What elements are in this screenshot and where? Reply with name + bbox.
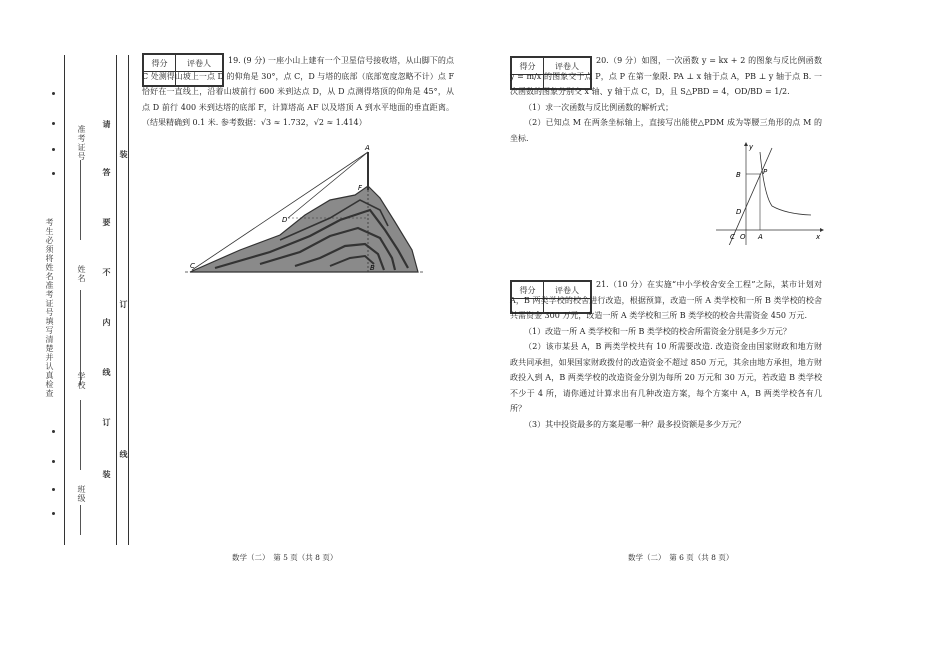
fig-label-A: A bbox=[365, 144, 370, 152]
fig-label-C: C bbox=[190, 262, 195, 270]
school-label: 学校 bbox=[77, 372, 86, 390]
x-axis-arrow bbox=[820, 228, 824, 232]
question-21-sub3: （3）其中投资最多的方案是哪一种？最多投资额是多少万元？ bbox=[524, 419, 746, 429]
fig-label-D: D bbox=[282, 216, 288, 224]
y-axis-arrow bbox=[744, 142, 748, 146]
binding-strip bbox=[0, 0, 140, 672]
exam-number-blank bbox=[80, 160, 81, 240]
seal-word: 答 bbox=[102, 168, 112, 177]
seal-word: 订 bbox=[119, 300, 129, 309]
seal-word: 内 bbox=[102, 318, 112, 327]
class-blank bbox=[80, 505, 81, 535]
grader-label: 评卷人 bbox=[543, 282, 590, 299]
seal-word: 请 bbox=[102, 120, 112, 129]
binding-dot bbox=[52, 172, 55, 175]
question-21-sub1: （1）改造一所 A 类学校和一所 B 类学校的校舍所需资金分别是多少万元？ bbox=[524, 326, 791, 336]
mountain-figure bbox=[180, 140, 440, 290]
linear-graph bbox=[728, 148, 772, 245]
question-21-sub2: （2）该市某县 A，B 两类学校共有 10 所需要改造. 改造资金由国家财政和地方财政共同承担，如果国家财政拨付的改造资金不超过 850 万元，其余由地方承担，地方财政投入到 A，B 两类学校的改造资金分别为每所 20 万元和 30 万元，若改造 B 类学校不少于 4 所，请你通过计算求出有几种改造方案，每个方案中 A，B 两类学校各有几所？ bbox=[510, 342, 822, 413]
seal-word: 线 bbox=[119, 450, 129, 459]
binding-dot bbox=[52, 460, 55, 463]
binding-dot bbox=[52, 512, 55, 515]
fig-label-y: y bbox=[749, 143, 754, 151]
exam-number-label: 准考证号 bbox=[77, 125, 86, 161]
question-19-text: 19. (9 分) 一座小山上建有一个卫星信号接收塔，从山脚下的点 C 处测得山坡上一点 D 的仰角是 30°，点 C，D 与塔的底部（底部宽度忽略不计）点 F 恰好在一直线上，沿着山坡前行 600 米到达点 D，从 D 点测得塔顶的仰角是 45°，从点 D 前行 400 米到达塔的底部 F，计算塔高 AF 以及塔顶 A 到水平地面的垂直距离。（结果精确到 0.1 米. 参考数据：√3 ≈ 1.732，√2 ≈ 1.414） bbox=[142, 56, 454, 127]
binding-dot bbox=[52, 122, 55, 125]
score-label: 得分 bbox=[512, 282, 544, 299]
name-label: 姓名 bbox=[77, 265, 86, 283]
fig-label-D: D bbox=[736, 208, 742, 216]
binding-dot bbox=[52, 430, 55, 433]
question-20-sub2: （2）已知点 M 在两条坐标轴上，直接写出能使△PDM 成为等腰三角形的点 M 的坐标. bbox=[510, 118, 822, 143]
fig-label-A: A bbox=[758, 233, 763, 241]
seal-word: 不 bbox=[102, 268, 112, 277]
page-footer-right: 数学（二） 第 6 页（共 8 页） bbox=[628, 553, 734, 562]
fig-label-F: F bbox=[358, 184, 363, 192]
score-label: 得分 bbox=[512, 58, 544, 75]
binding-dot bbox=[52, 488, 55, 491]
seal-word: 订 bbox=[102, 418, 112, 427]
fig-label-C: C bbox=[730, 233, 735, 241]
fig-label-B: B bbox=[370, 264, 375, 272]
fig-label-x: x bbox=[816, 233, 821, 241]
function-graph bbox=[716, 140, 826, 245]
seal-word: 线 bbox=[102, 368, 112, 377]
question-20 bbox=[510, 53, 822, 146]
school-blank bbox=[80, 400, 81, 470]
question-21-text: 21.（10 分）在实施“中小学校舍安全工程”之际，某市计划对 A，B 两类学校的校舍进行改造，根据预算，改造一所 A 类学校和一所 B 类学校的校舍共需资金 300 万元，改造一所 A 类学校和三所 B 类学校的校舍共需资金 450 万元. bbox=[510, 280, 822, 320]
binding-dot bbox=[52, 148, 55, 151]
warning-text: 考生必须将姓名准考证号填写清楚并认真检查 bbox=[45, 218, 54, 398]
question-20-text: 20.（9 分）如图，一次函数 y = kx + 2 的图象与反比例函数 y = m/x 的图象交于点 P，点 P 在第一象限. PA ⊥ x 轴于点 A，PB ⊥ y 轴于点 B. 一次函数的图象分别交 x 轴、y 轴于点 C，D，且 S△PBD = 4，OD/BD = 1/2. bbox=[510, 56, 822, 96]
binding-dot bbox=[52, 92, 55, 95]
binding-line-cut bbox=[116, 55, 117, 545]
class-label: 班级 bbox=[77, 485, 86, 503]
seal-word: 装 bbox=[102, 470, 112, 479]
seal-word: 装 bbox=[119, 150, 129, 159]
fig-label-P: P bbox=[763, 168, 768, 176]
score-label: 得分 bbox=[144, 55, 176, 72]
question-21 bbox=[510, 277, 822, 432]
question-19 bbox=[142, 53, 454, 131]
grader-label: 评卷人 bbox=[175, 55, 222, 72]
grader-label: 评卷人 bbox=[543, 58, 590, 75]
fig-label-B: B bbox=[736, 171, 741, 179]
binding-line-outer bbox=[64, 55, 65, 545]
name-blank bbox=[80, 290, 81, 385]
question-20-sub1: （1）求一次函数与反比例函数的解析式； bbox=[524, 102, 674, 112]
hyperbola-graph bbox=[760, 152, 811, 215]
fig-label-O: O bbox=[740, 233, 746, 241]
seal-word: 要 bbox=[102, 218, 112, 227]
page-footer-left: 数学（二） 第 5 页（共 8 页） bbox=[232, 553, 338, 562]
